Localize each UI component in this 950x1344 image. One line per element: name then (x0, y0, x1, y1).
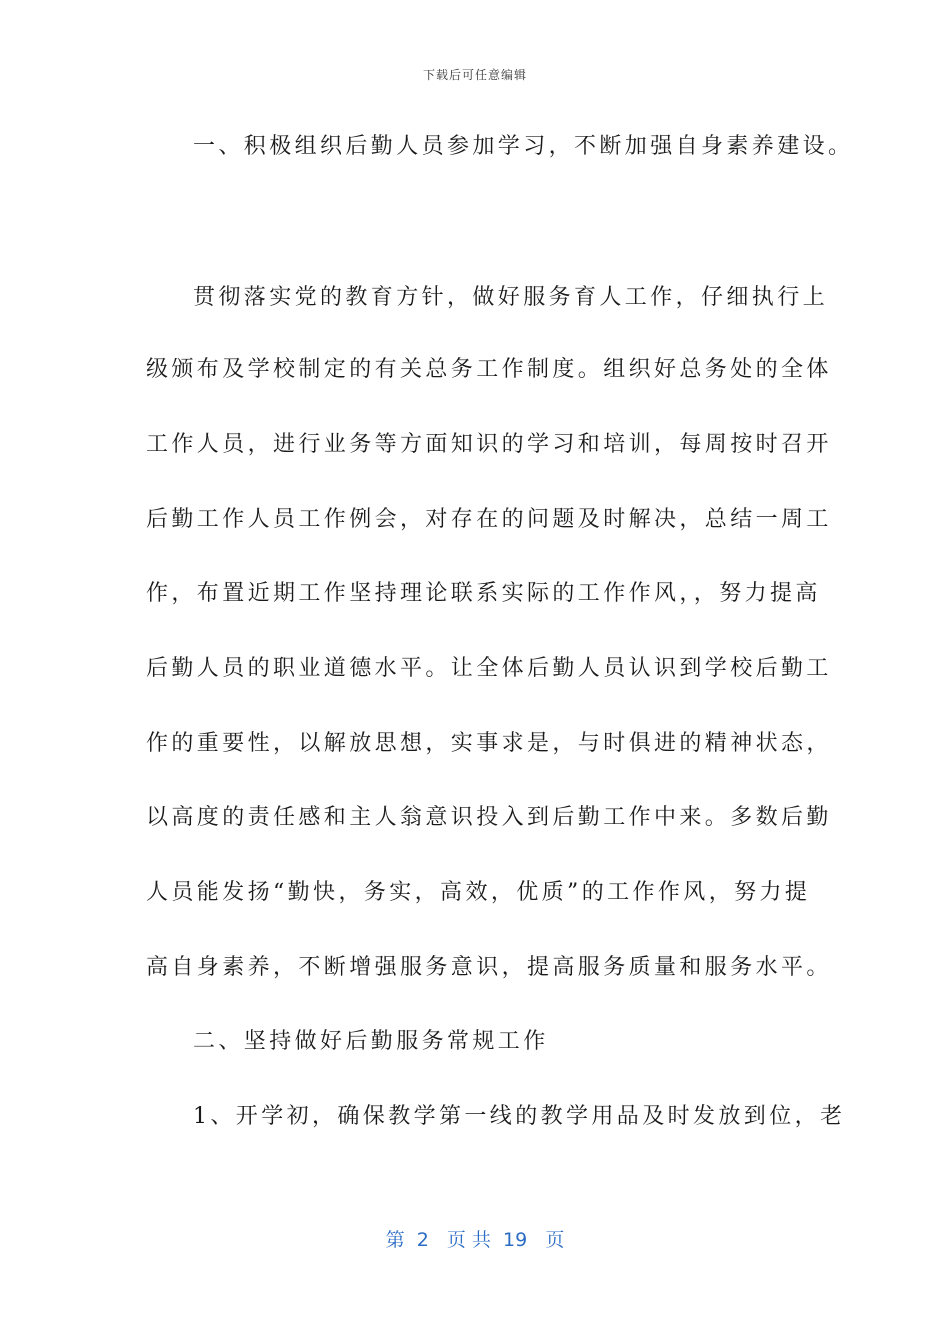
paragraph-line: 后勤工作人员工作例会，对存在的问题及时解决，总结一周工 (146, 507, 832, 532)
paragraph-line: 1、开学初，确保教学第一线的教学用品及时发放到位，老 (193, 1104, 846, 1129)
paragraph-line: 以高度的责任感和主人翁意识投入到后勤工作中来。多数后勤 (146, 805, 832, 830)
paragraph-line: 高自身素养，不断增强服务意识，提高服务质量和服务水平。 (146, 955, 832, 980)
section-heading-1: 一、积极组织后勤人员参加学习，不断加强自身素养建设。 (193, 134, 854, 159)
section-heading-2: 二、坚持做好后勤服务常规工作 (193, 1029, 549, 1054)
page-number: 第 2 页 共 19 页 (385, 1229, 565, 1251)
paragraph-line: 后勤人员的职业道德水平。让全体后勤人员认识到学校后勤工 (146, 656, 832, 681)
paragraph-line: 作的重要性，以解放思想，实事求是，与时俱进的精神状态， (146, 731, 832, 756)
paragraph-line: 工作人员，进行业务等方面知识的学习和培训，每周按时召开 (146, 432, 832, 457)
paragraph-line: 人员能发扬“勤快，务实，高效，优质”的工作作风，努力提 (146, 880, 811, 905)
paragraph-line: 贯彻落实党的教育方针，做好服务育人工作，仔细执行上 (193, 285, 829, 310)
paragraph-line: 级颁布及学校制定的有关总务工作制度。组织好总务处的全体 (146, 357, 832, 382)
paragraph-line: 作，布置近期工作坚持理论联系实际的工作作风，，努力提高 (146, 581, 821, 606)
header-note: 下载后可任意编辑 (422, 68, 527, 82)
